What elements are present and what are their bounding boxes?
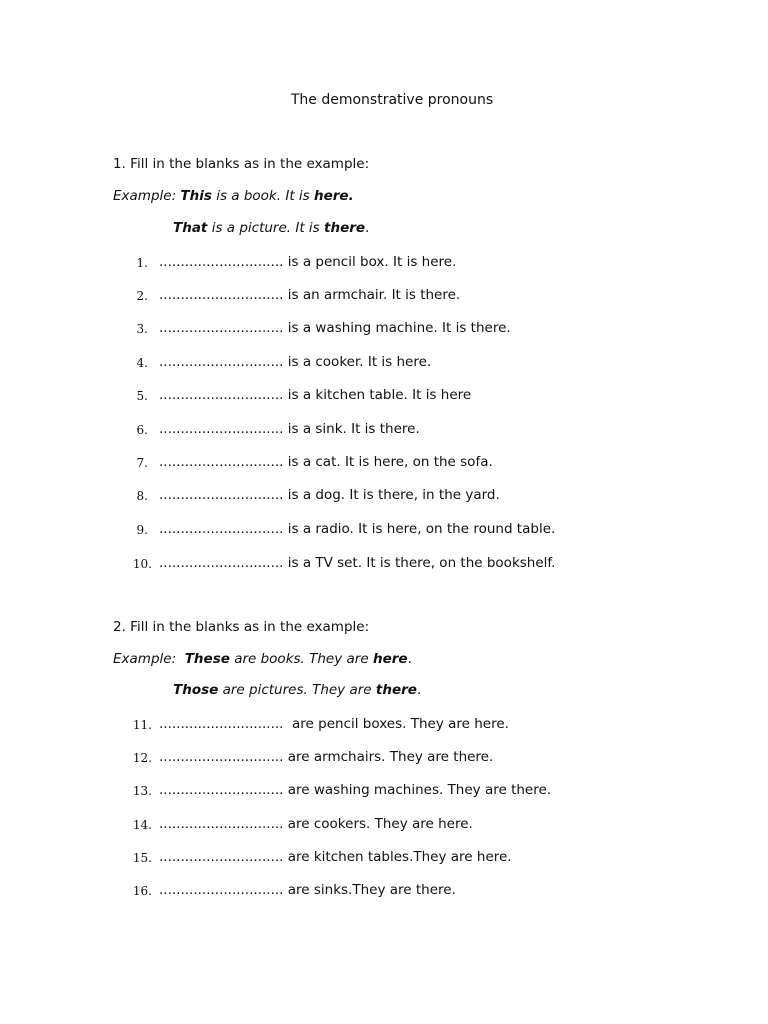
- section1-example-line1: [113, 188, 354, 204]
- example-word-here: here: [372, 651, 408, 667]
- item-number: 6.: [136, 423, 148, 437]
- page-title: The demonstrative pronouns: [290, 92, 494, 108]
- example-word-there: there: [375, 682, 417, 698]
- item-text: ............................. is a sink. It is there.: [159, 421, 420, 437]
- item-number: 7.: [136, 456, 148, 470]
- item-text: ............................. are washing machines. They are there.: [159, 782, 552, 798]
- item-text: ............................. is a cooker. It is here.: [159, 354, 432, 370]
- example-word-those: Those: [173, 682, 219, 698]
- item-text: ............................. is a TV set. It is there, on the bookshelf.: [159, 555, 556, 571]
- example-end: .: [407, 651, 412, 667]
- item-text: ............................. are sinks.They are there.: [159, 882, 456, 898]
- item-text: ............................. is a washing machine. It is there.: [159, 320, 511, 336]
- example-mid: are pictures. They are: [222, 682, 372, 698]
- section1-heading: 1. Fill in the blanks as in the example:: [113, 156, 370, 172]
- item-text: ............................. is a kitchen table. It is here: [159, 387, 472, 403]
- example-end: .: [365, 220, 370, 236]
- example-prefix: Example:: [113, 651, 177, 667]
- item-text: ............................. is a pencil box. It is here.: [159, 254, 457, 270]
- item-text: ............................. are pencil boxes. They are here.: [159, 716, 509, 732]
- item-number: 14.: [132, 818, 152, 832]
- item-text: ............................. are cookers. They are here.: [159, 816, 473, 832]
- item-number: 13.: [132, 784, 152, 798]
- item-number: 12.: [132, 751, 152, 765]
- example-word-here: here: [313, 188, 349, 204]
- item-text: ............................. are kitchen tables.They are here.: [159, 849, 512, 865]
- item-number: 15.: [132, 851, 152, 865]
- example-mid: is a book. It is: [216, 188, 310, 204]
- example-word-this: This: [180, 188, 212, 204]
- item-number: 10.: [132, 557, 152, 571]
- example-word-these: These: [184, 651, 230, 667]
- example-word-there: there: [324, 220, 366, 236]
- example-end: .: [416, 682, 422, 698]
- item-number: 9.: [136, 523, 148, 537]
- item-number: 5.: [136, 389, 148, 403]
- item-text: ............................. is an armchair. It is there.: [159, 287, 461, 303]
- item-number: 11.: [132, 718, 152, 732]
- section1-example-line2: [173, 220, 369, 236]
- example-end: .: [348, 188, 354, 204]
- item-number: 4.: [136, 356, 148, 370]
- item-text: ............................. are armchairs. They are there.: [159, 749, 494, 765]
- item-number: 3.: [136, 322, 148, 336]
- item-text: ............................. is a dog. It is there, in the yard.: [159, 487, 500, 503]
- section2-heading: 2. Fill in the blanks as in the example:: [113, 619, 370, 635]
- item-number: 16.: [132, 884, 152, 898]
- example-mid: is a picture. It is: [211, 220, 320, 236]
- item-text: ............................. is a cat. It is here, on the sofa.: [159, 454, 493, 470]
- item-number: 2.: [136, 289, 148, 303]
- example-word-that: That: [173, 220, 208, 236]
- example-mid: are books. They are: [234, 651, 369, 667]
- section2-example-line2: [173, 682, 421, 698]
- item-number: 8.: [136, 489, 148, 503]
- section2-example-line1: [113, 651, 412, 667]
- item-number: 1.: [136, 256, 148, 270]
- item-text: ............................. is a radio. It is here, on the round table.: [159, 521, 556, 537]
- example-prefix: Example:: [113, 188, 177, 204]
